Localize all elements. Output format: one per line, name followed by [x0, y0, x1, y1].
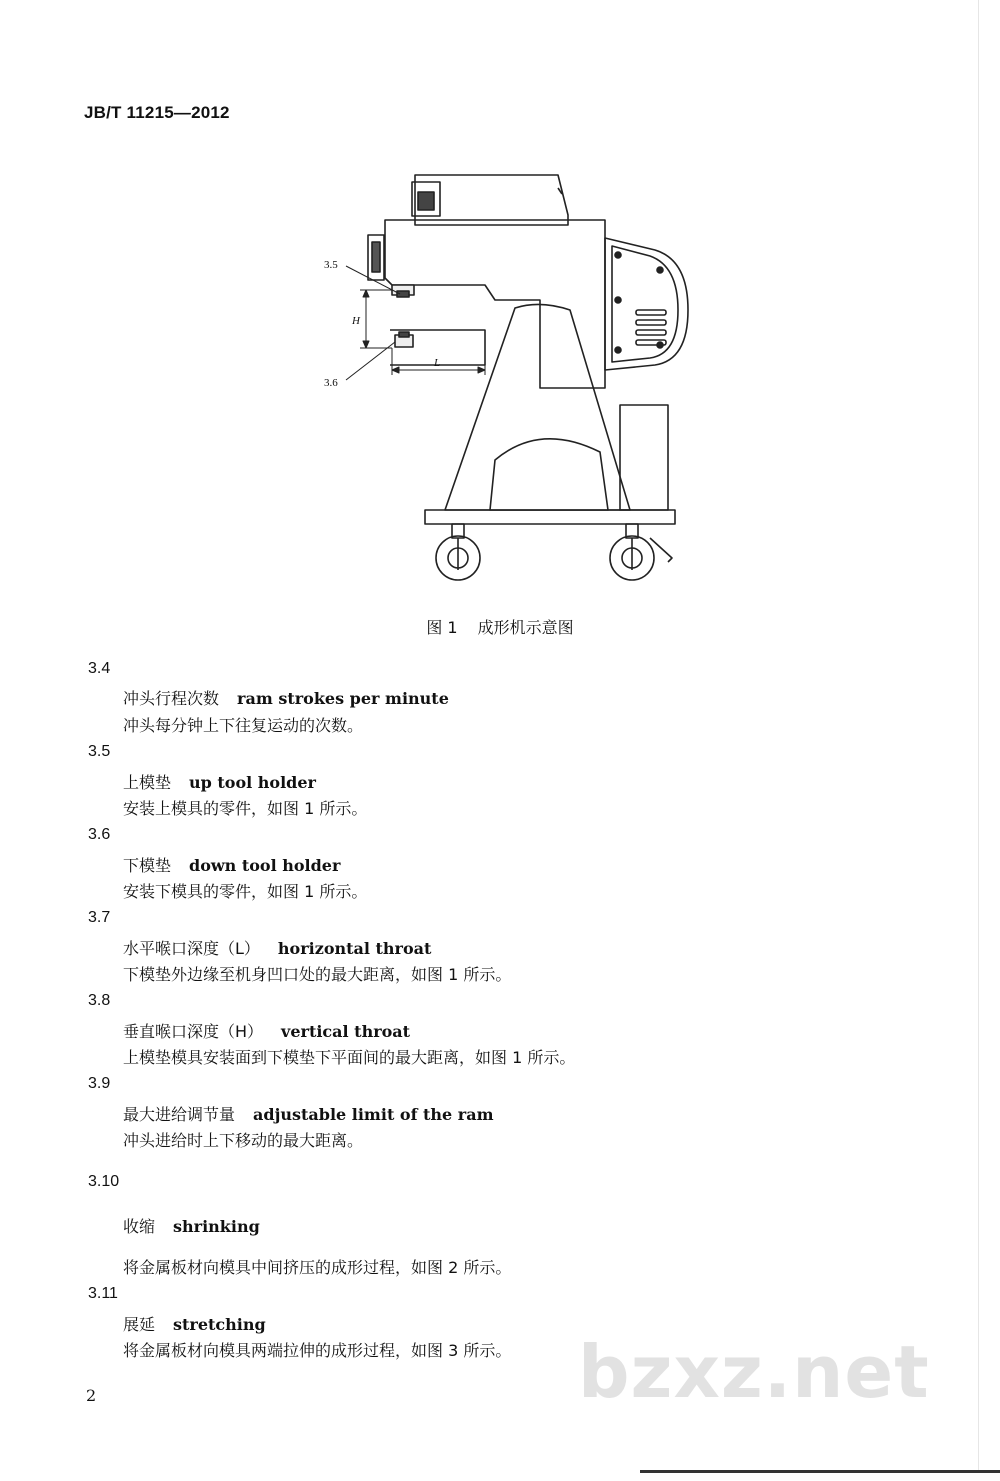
figure-caption [0, 615, 1000, 638]
term-definition: 冲头每分钟上下往复运动的次数。 [123, 716, 364, 735]
term-title [123, 1102, 494, 1125]
page-edge [978, 0, 979, 1470]
term-definition: 将金属板材向模具中间挤压的成形过程，如图 2 所示。 [123, 1258, 512, 1277]
term-zh: 垂直喉口深度（H） [123, 1022, 264, 1041]
forming-machine-figure [300, 160, 720, 600]
document-code: JB/T 11215—2012 [84, 103, 230, 122]
term-en: down tool holder [189, 856, 341, 875]
term-zh: 展延 [123, 1315, 156, 1334]
term-title [123, 1214, 260, 1237]
term-zh: 收缩 [123, 1217, 156, 1236]
term-definition: 冲头进给时上下移动的最大距离。 [123, 1131, 364, 1150]
term-number: 3.8 [88, 992, 111, 1009]
figure-caption-number: 图 1 [426, 618, 458, 637]
page-number: 2 [86, 1386, 97, 1405]
term-number: 3.10 [88, 1173, 120, 1190]
term-title [123, 853, 340, 876]
bottom-rule [640, 1470, 1000, 1473]
term-en: horizontal throat [277, 939, 432, 958]
lower-holder-label: 3.6 [324, 377, 338, 389]
term-number: 3.9 [88, 1075, 111, 1092]
term-zh: 冲头行程次数 [123, 689, 220, 708]
term-en: adjustable limit of the ram [253, 1105, 494, 1124]
term-zh: 下模垫 [123, 856, 172, 875]
term-zh: 水平喉口深度（L） [123, 939, 260, 958]
term-title [123, 936, 431, 959]
term-number: 3.5 [88, 743, 111, 760]
term-en: up tool holder [189, 773, 316, 792]
term-zh: 上模垫 [123, 773, 172, 792]
term-number: 3.4 [88, 660, 111, 677]
forming-machine-drawing [300, 160, 720, 600]
term-en: ram strokes per minute [237, 689, 449, 708]
term-title [123, 1312, 266, 1335]
term-number: 3.11 [88, 1285, 118, 1302]
term-en: shrinking [173, 1217, 260, 1236]
figure-caption-title: 成形机示意图 [477, 618, 574, 637]
height-dimension-label: H [352, 315, 360, 327]
length-dimension-label: L [434, 357, 441, 369]
term-title [123, 770, 316, 793]
term-title [123, 1019, 410, 1042]
term-definition: 下模垫外边缘至机身凹口处的最大距离，如图 1 所示。 [123, 965, 512, 984]
term-title [123, 686, 449, 709]
term-definition: 安装上模具的零件，如图 1 所示。 [123, 799, 368, 818]
term-definition: 安装下模具的零件，如图 1 所示。 [123, 882, 368, 901]
term-number: 3.7 [88, 909, 111, 926]
term-definition: 上模垫模具安装面到下模垫下平面间的最大距离，如图 1 所示。 [123, 1048, 576, 1067]
term-zh: 最大进给调节量 [123, 1105, 236, 1124]
term-number: 3.6 [88, 826, 111, 843]
term-en: vertical throat [281, 1022, 411, 1041]
watermark: bzxz.net [578, 1330, 930, 1414]
term-definition: 将金属板材向模具两端拉伸的成形过程，如图 3 所示。 [123, 1341, 512, 1360]
term-en: stretching [173, 1315, 266, 1334]
upper-holder-label: 3.5 [324, 259, 338, 271]
